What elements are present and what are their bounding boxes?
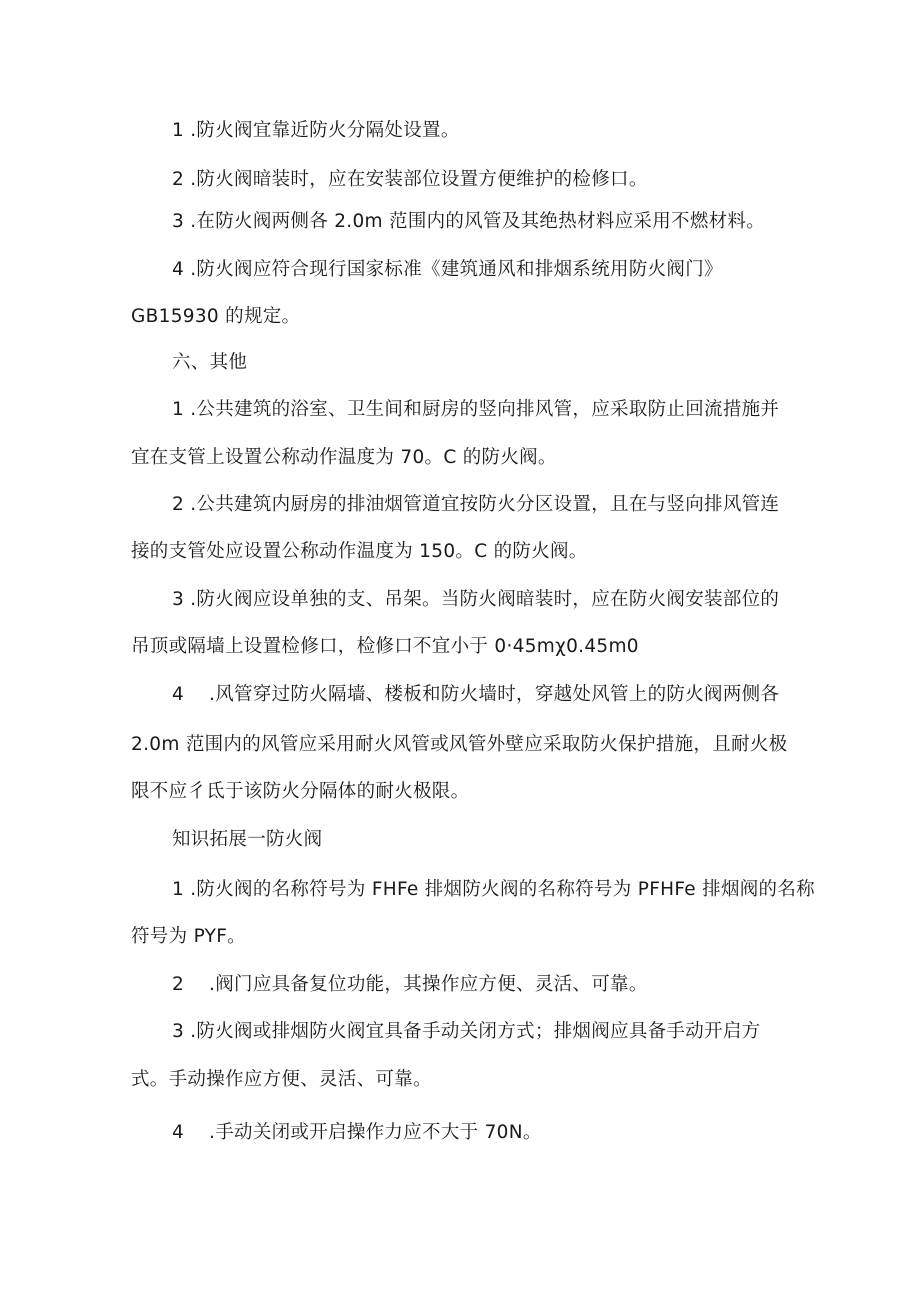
paragraph-line: 1 .防火阀宜靠近防火分隔处设置。 (172, 120, 460, 141)
paragraph-line: GB15930 的规定。 (131, 306, 301, 327)
paragraph-line: 限不应彳氐于该防火分隔体的耐火极限。 (131, 781, 470, 802)
paragraph-line: 吊顶或隔墙上设置检修口，检修口不宜小于 0·45mχ0.45m0 (131, 636, 639, 657)
paragraph-line: 1 .防火阀的名称符号为 FHFe 排烟防火阀的名称符号为 PFHFe 排烟阀的名称 (172, 879, 815, 900)
paragraph-line: 3 .在防火阀两侧各 2.0m 范围内的风管及其绝热材料应采用不燃材料。 (172, 211, 766, 232)
paragraph-line: 2 .阀门应具备复位功能，其操作应方便、灵活、可靠。 (172, 974, 648, 995)
paragraph-line: 接的支管处应设置公称动作温度为 150。C 的防火阀。 (131, 541, 588, 562)
paragraph-line: 式。手动操作应方便、灵活、可靠。 (131, 1069, 432, 1090)
paragraph-line: 4 .风管穿过防火隔墙、楼板和防火墙时，穿越处风管上的防火阀两侧各 (172, 684, 780, 705)
paragraph-line: 符号为 PYF。 (131, 926, 246, 947)
section-heading: 知识拓展一防火阀 (172, 829, 323, 850)
paragraph-line: 2.0m 范围内的风管应采用耐火风管或风管外壁应采取防火保护措施，且耐火极 (131, 734, 788, 755)
paragraph-line: 4 .手动关闭或开启操作力应不大于 70N。 (172, 1122, 542, 1143)
paragraph-line: 宜在支管上设置公称动作温度为 70。C 的防火阀。 (131, 447, 557, 468)
paragraph-line: 2 .防火阀暗装时，应在安装部位设置方便维护的检修口。 (172, 169, 648, 190)
paragraph-line: 3 .防火阀应设单独的支、吊架。当防火阀暗装时，应在防火阀安装部位的 (172, 589, 780, 610)
paragraph-line: 1 .公共建筑的浴室、卫生间和厨房的竖向排风管，应采取防止回流措施并 (172, 399, 780, 420)
paragraph-line: 2 .公共建筑内厨房的排油烟管道宜按防火分区设置，且在与竖向排风管连 (172, 494, 780, 515)
section-heading: 六、其他 (172, 352, 248, 373)
paragraph-line: 4 .防火阀应符合现行国家标准《建筑通风和排烟系统用防火阀门》 (172, 259, 723, 280)
paragraph-line: 3 .防火阀或排烟防火阀宜具备手动关闭方式；排烟阀应具备手动开启方 (172, 1021, 761, 1042)
